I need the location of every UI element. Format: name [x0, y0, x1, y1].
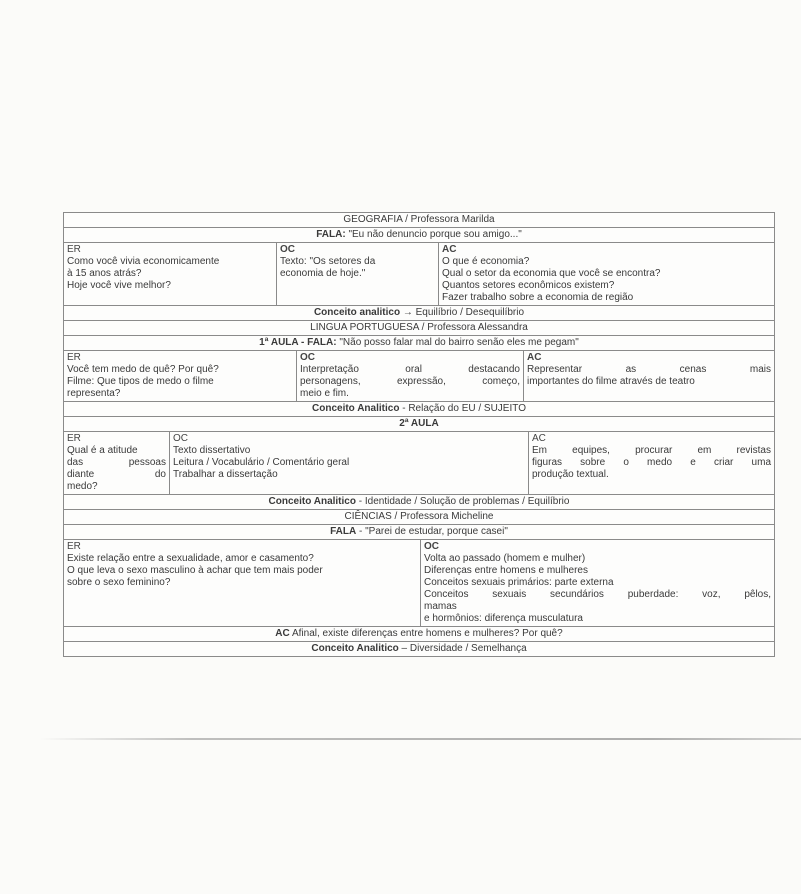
cien-content-row: [64, 539, 774, 626]
cien-oc-line: Volta ao passado (homem e mulher): [424, 553, 586, 564]
port-conceito-row: [64, 401, 774, 416]
geo-conceito-label: Conceito analitico: [313, 307, 401, 318]
port-er-line: Filme: Que tipos de medo o filme: [67, 376, 214, 387]
cien-er-cell: [64, 540, 420, 626]
port-conceito2-text: - Identidade / Solução de problemas / Equilíbrio: [355, 496, 570, 507]
geo-er-line: à 15 anos atrás?: [67, 268, 142, 279]
geo-conceito-text: → Equilíbrio / Desequilíbrio: [400, 307, 525, 318]
port-er2-cell: [64, 432, 169, 494]
port-conceito2-label: Conceito Analitico: [268, 496, 356, 507]
port-aula2-row: [64, 416, 774, 431]
port-oc2-cell: [169, 432, 528, 494]
cien-ac-text: Afinal, existe diferenças entre homens e mulheres? Por quê?: [289, 628, 563, 639]
port-er2-line: das pessoas: [67, 457, 166, 468]
cien-ac-label: AC: [275, 628, 290, 639]
cien-ac-row: [64, 626, 774, 641]
lesson-plan-table: [63, 212, 775, 657]
cien-oc-head: OC: [424, 541, 439, 552]
cien-er-line: Existe relação entre a sexualidade, amor e casamento?: [67, 553, 314, 564]
port-er2-line: Qual é a atitude: [67, 445, 138, 456]
port-ac2-line: Em equipes, procurar em revistas: [532, 445, 771, 456]
port-oc-cell: [296, 351, 523, 401]
port-ac-cell: [523, 351, 774, 401]
cien-oc-line: e hormônios: diferença musculatura: [424, 613, 583, 624]
scan-edge-line: [40, 738, 801, 740]
cien-er-line: sobre o sexo feminino?: [67, 577, 171, 588]
geo-er-line: Hoje você vive melhor?: [67, 280, 171, 291]
port-oc-line: meio e fim.: [300, 388, 349, 399]
cien-oc-line: Conceitos sexuais secundários puberdade: voz, pêlos,: [424, 589, 771, 600]
geo-content-row: [64, 242, 774, 305]
cien-oc-line: Diferenças entre homens e mulheres: [424, 565, 588, 576]
port-ac2-line: figuras sobre o medo e criar uma: [532, 457, 771, 468]
geo-fala-label: FALA:: [316, 229, 346, 240]
cien-fala-label: FALA: [330, 526, 357, 537]
geo-er-cell: [64, 243, 276, 305]
cien-title-row: [64, 509, 774, 524]
geo-er-line: Como você vivia economicamente: [67, 256, 220, 267]
port-content2-row: [64, 431, 774, 494]
port-oc2-line: Texto dissertativo: [173, 445, 251, 456]
port-content-row: [64, 350, 774, 401]
port-oc2-head: OC: [173, 433, 188, 444]
port-ac2-line: produção textual.: [532, 469, 609, 480]
port-oc-line: personagens, expressão, começo,: [300, 376, 520, 387]
port-ac-head: AC: [527, 352, 542, 363]
cien-conceito-label: Conceito Analitico: [311, 643, 399, 654]
geo-er-head: ER: [67, 244, 81, 255]
geo-oc-line: economia de hoje.": [280, 268, 366, 279]
port-er2-line: diante do: [67, 469, 166, 480]
geo-fala-row: [64, 227, 774, 242]
geo-oc-head: OC: [280, 244, 295, 255]
geo-ac-line: Quantos setores econômicos existem?: [442, 280, 615, 291]
cien-oc-line: mamas: [424, 601, 457, 612]
port-er-line: Você tem medo de quê? Por quê?: [67, 364, 219, 375]
geo-title: GEOGRAFIA / Professora Marilda: [343, 214, 495, 225]
port-title: LINGUA PORTUGUESA / Professora Alessandra: [310, 322, 528, 333]
cien-conceito-text: – Diversidade / Semelhança: [398, 643, 527, 654]
cien-er-line: O que leva o sexo masculino à achar que tem mais poder: [67, 565, 323, 576]
cien-fala-text: - "Parei de estudar, porque casei": [356, 526, 508, 537]
port-ac2-cell: [528, 432, 774, 494]
port-er2-head: ER: [67, 433, 81, 444]
cien-title: CIÊNCIAS / Professora Micheline: [344, 511, 494, 522]
port-oc-head: OC: [300, 352, 315, 363]
geo-ac-line: O que é economia?: [442, 256, 530, 267]
port-aula1-text: "Não posso falar mal do bairro senão eles me pegam": [336, 337, 579, 348]
geo-title-row: [64, 213, 774, 227]
port-aula1-label: 1ª AULA - FALA:: [259, 337, 337, 348]
cien-conceito-row: [64, 641, 774, 656]
port-aula2-label: 2ª AULA: [399, 418, 439, 429]
port-ac2-head: AC: [532, 433, 546, 444]
geo-ac-line: Fazer trabalho sobre a economia de região: [442, 292, 634, 303]
port-title-row: [64, 320, 774, 335]
port-conceito-text: - Relação do EU / SUJEITO: [399, 403, 526, 414]
port-conceito-label: Conceito Analitico: [312, 403, 400, 414]
cien-fala-row: [64, 524, 774, 539]
cien-oc-line: Conceitos sexuais primários: parte externa: [424, 577, 614, 588]
geo-conceito-row: [64, 305, 774, 320]
port-conceito2-row: [64, 494, 774, 509]
port-er-head: ER: [67, 352, 81, 363]
port-oc2-line: Leitura / Vocabulário / Comentário geral: [173, 457, 350, 468]
port-er2-line: medo?: [67, 481, 98, 492]
cien-oc-cell: [420, 540, 774, 626]
port-oc-line: Interpretação oral destacando: [300, 364, 520, 375]
port-oc2-line: Trabalhar a dissertação: [173, 469, 278, 480]
geo-oc-line: Texto: "Os setores da: [280, 256, 376, 267]
port-er-line: representa?: [67, 388, 121, 399]
port-ac-line: Representar as cenas mais: [527, 364, 771, 375]
geo-ac-line: Qual o setor da economia que você se encontra?: [442, 268, 661, 279]
port-ac-line: importantes do filme através de teatro: [527, 376, 695, 387]
geo-ac-cell: [438, 243, 774, 305]
port-aula1-row: [64, 335, 774, 350]
cien-er-head: ER: [67, 541, 81, 552]
geo-fala-text: "Eu não denuncio porque sou amigo...": [345, 229, 522, 240]
geo-ac-head: AC: [442, 244, 457, 255]
port-er-cell: [64, 351, 296, 401]
geo-oc-cell: [276, 243, 438, 305]
